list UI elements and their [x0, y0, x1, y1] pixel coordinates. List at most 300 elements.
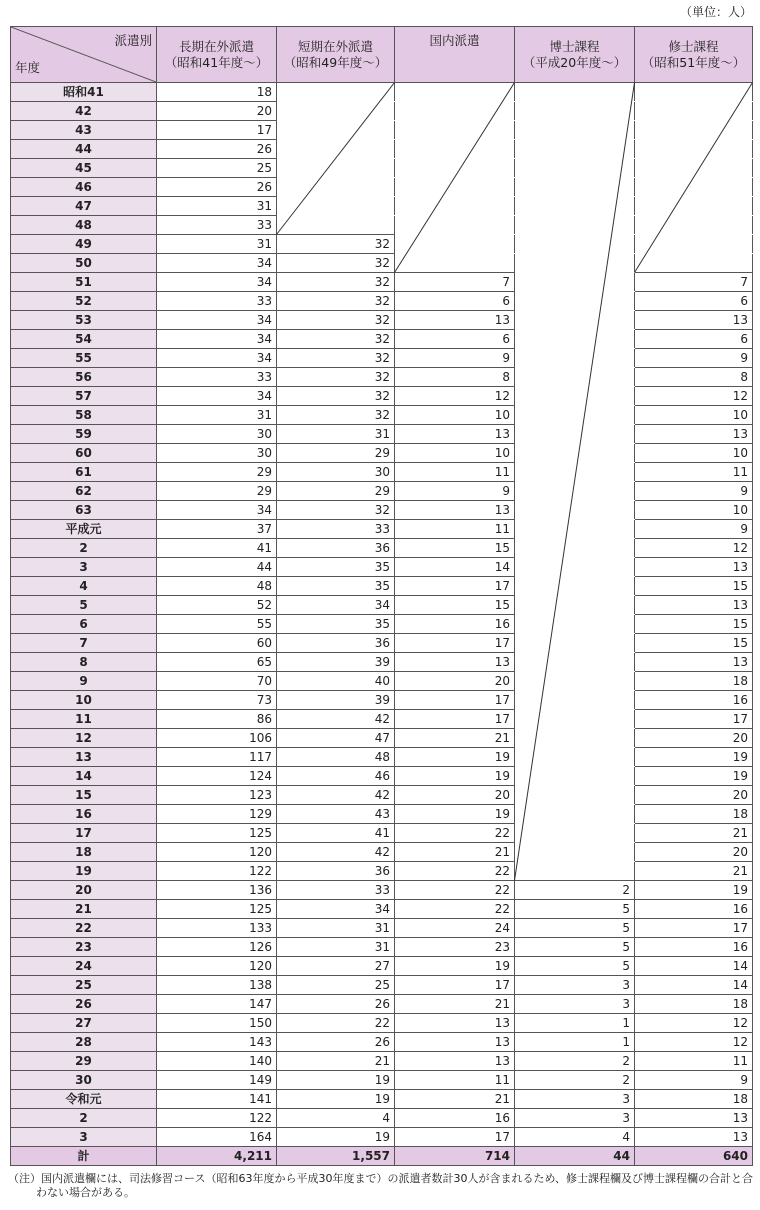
domestic-value: 6 [395, 292, 515, 311]
short-value: 41 [277, 824, 395, 843]
master-value: 18 [635, 1090, 753, 1109]
master-value: 14 [635, 957, 753, 976]
table-row [11, 330, 753, 349]
blank-cell [515, 824, 635, 843]
doctoral-value: 5 [515, 900, 635, 919]
blank-cell [277, 140, 395, 159]
blank-cell [395, 83, 515, 102]
short-value: 42 [277, 710, 395, 729]
short-value: 33 [277, 881, 395, 900]
col-header-long-term: 長期在外派遣 （昭和41年度〜） [157, 27, 277, 83]
long-value: 33 [157, 368, 277, 387]
table-row [11, 273, 753, 292]
short-value: 25 [277, 976, 395, 995]
long-value: 26 [157, 178, 277, 197]
table-row [11, 463, 753, 482]
dispatch-table [10, 26, 753, 1166]
year-cell: 46 [11, 178, 157, 197]
blank-cell [515, 843, 635, 862]
col-header-domestic: 国内派遣 [395, 27, 515, 83]
table-row [11, 311, 753, 330]
table-row [11, 995, 753, 1014]
master-value: 12 [635, 1014, 753, 1033]
blank-cell [635, 197, 753, 216]
master-value: 13 [635, 1128, 753, 1147]
year-cell: 13 [11, 748, 157, 767]
total-label: 計 [11, 1147, 157, 1166]
doctoral-value: 3 [515, 1109, 635, 1128]
table-body [11, 83, 753, 1166]
domestic-value: 17 [395, 976, 515, 995]
year-cell: 54 [11, 330, 157, 349]
year-cell: 27 [11, 1014, 157, 1033]
total-row [11, 1147, 753, 1166]
year-cell: 12 [11, 729, 157, 748]
table-row [11, 938, 753, 957]
domestic-value: 23 [395, 938, 515, 957]
master-value: 16 [635, 938, 753, 957]
blank-cell [395, 178, 515, 197]
long-value: 126 [157, 938, 277, 957]
blank-cell [515, 463, 635, 482]
domestic-value: 24 [395, 919, 515, 938]
year-cell: 43 [11, 121, 157, 140]
table-row [11, 387, 753, 406]
long-value: 149 [157, 1071, 277, 1090]
short-value: 31 [277, 938, 395, 957]
domestic-value: 22 [395, 900, 515, 919]
long-value: 30 [157, 425, 277, 444]
domestic-value: 21 [395, 729, 515, 748]
year-cell: 10 [11, 691, 157, 710]
master-value: 12 [635, 1033, 753, 1052]
blank-cell [515, 368, 635, 387]
master-value: 20 [635, 786, 753, 805]
table-row [11, 615, 753, 634]
table-row [11, 862, 753, 881]
master-value: 13 [635, 1109, 753, 1128]
domestic-value: 22 [395, 824, 515, 843]
short-value: 42 [277, 786, 395, 805]
year-cell: 22 [11, 919, 157, 938]
year-cell: 52 [11, 292, 157, 311]
blank-cell [277, 159, 395, 178]
domestic-value: 13 [395, 501, 515, 520]
long-value: 37 [157, 520, 277, 539]
master-value: 21 [635, 824, 753, 843]
long-value: 60 [157, 634, 277, 653]
table-row [11, 1014, 753, 1033]
short-value: 32 [277, 235, 395, 254]
blank-cell [395, 102, 515, 121]
blank-cell [515, 292, 635, 311]
long-value: 34 [157, 311, 277, 330]
long-value: 44 [157, 558, 277, 577]
year-cell: 昭和41 [11, 83, 157, 102]
long-value: 31 [157, 197, 277, 216]
table-row [11, 900, 753, 919]
year-cell: 2 [11, 1109, 157, 1128]
year-cell: 19 [11, 862, 157, 881]
year-cell: 58 [11, 406, 157, 425]
long-value: 41 [157, 539, 277, 558]
doctoral-value: 5 [515, 938, 635, 957]
long-value: 86 [157, 710, 277, 729]
table-row [11, 729, 753, 748]
table-row [11, 710, 753, 729]
domestic-value: 21 [395, 995, 515, 1014]
domestic-value: 22 [395, 881, 515, 900]
short-value: 4 [277, 1109, 395, 1128]
long-value: 123 [157, 786, 277, 805]
long-value: 34 [157, 349, 277, 368]
master-value: 21 [635, 862, 753, 881]
master-value: 13 [635, 596, 753, 615]
year-cell: 21 [11, 900, 157, 919]
blank-cell [515, 729, 635, 748]
year-cell: 51 [11, 273, 157, 292]
total-doctoral: 44 [515, 1147, 635, 1166]
master-value: 18 [635, 672, 753, 691]
doctoral-value: 5 [515, 957, 635, 976]
blank-cell [515, 558, 635, 577]
long-value: 34 [157, 501, 277, 520]
total-short: 1,557 [277, 1147, 395, 1166]
table-row [11, 596, 753, 615]
domestic-value: 19 [395, 957, 515, 976]
blank-cell [515, 596, 635, 615]
short-value: 39 [277, 653, 395, 672]
table-row [11, 254, 753, 273]
blank-cell [635, 216, 753, 235]
short-value: 29 [277, 482, 395, 501]
year-cell: 26 [11, 995, 157, 1014]
master-value: 9 [635, 520, 753, 539]
short-value: 32 [277, 330, 395, 349]
domestic-value: 20 [395, 672, 515, 691]
table-row [11, 1033, 753, 1052]
year-cell: 28 [11, 1033, 157, 1052]
short-value: 36 [277, 634, 395, 653]
blank-cell [635, 235, 753, 254]
long-value: 34 [157, 273, 277, 292]
year-cell: 16 [11, 805, 157, 824]
blank-cell [515, 615, 635, 634]
master-value: 13 [635, 425, 753, 444]
domestic-value: 6 [395, 330, 515, 349]
blank-cell [515, 235, 635, 254]
long-value: 129 [157, 805, 277, 824]
table-row [11, 634, 753, 653]
master-value: 7 [635, 273, 753, 292]
domestic-value: 21 [395, 1090, 515, 1109]
short-value: 46 [277, 767, 395, 786]
year-cell: 50 [11, 254, 157, 273]
table-row [11, 786, 753, 805]
long-value: 106 [157, 729, 277, 748]
long-value: 31 [157, 406, 277, 425]
total-domestic: 714 [395, 1147, 515, 1166]
long-value: 120 [157, 843, 277, 862]
blank-cell [635, 140, 753, 159]
long-value: 55 [157, 615, 277, 634]
short-value: 36 [277, 539, 395, 558]
table-row [11, 140, 753, 159]
long-value: 34 [157, 330, 277, 349]
blank-cell [277, 216, 395, 235]
short-value: 32 [277, 311, 395, 330]
master-value: 20 [635, 729, 753, 748]
year-cell: 4 [11, 577, 157, 596]
master-value: 11 [635, 1052, 753, 1071]
master-value: 12 [635, 387, 753, 406]
table-row [11, 482, 753, 501]
year-cell: 平成元 [11, 520, 157, 539]
long-value: 34 [157, 254, 277, 273]
short-value: 39 [277, 691, 395, 710]
long-value: 52 [157, 596, 277, 615]
corner-header [11, 27, 157, 83]
master-value: 13 [635, 653, 753, 672]
blank-cell [515, 178, 635, 197]
domestic-value: 13 [395, 1052, 515, 1071]
master-value: 9 [635, 349, 753, 368]
short-value: 43 [277, 805, 395, 824]
domestic-value: 17 [395, 710, 515, 729]
long-value: 33 [157, 216, 277, 235]
blank-cell [395, 235, 515, 254]
long-value: 33 [157, 292, 277, 311]
domestic-value: 19 [395, 767, 515, 786]
domestic-value: 21 [395, 843, 515, 862]
domestic-value: 13 [395, 653, 515, 672]
short-value: 35 [277, 615, 395, 634]
year-cell: 53 [11, 311, 157, 330]
long-value: 122 [157, 1109, 277, 1128]
blank-cell [515, 767, 635, 786]
doctoral-value: 4 [515, 1128, 635, 1147]
table-row [11, 178, 753, 197]
short-value: 32 [277, 349, 395, 368]
table-row [11, 767, 753, 786]
year-cell: 2 [11, 539, 157, 558]
blank-cell [515, 83, 635, 102]
long-value: 18 [157, 83, 277, 102]
year-cell: 42 [11, 102, 157, 121]
master-value: 16 [635, 900, 753, 919]
master-value: 10 [635, 406, 753, 425]
year-cell: 55 [11, 349, 157, 368]
short-value: 42 [277, 843, 395, 862]
blank-cell [635, 83, 753, 102]
table-row [11, 957, 753, 976]
long-value: 124 [157, 767, 277, 786]
table-row [11, 1052, 753, 1071]
year-cell: 30 [11, 1071, 157, 1090]
master-value: 15 [635, 577, 753, 596]
long-value: 133 [157, 919, 277, 938]
short-value: 19 [277, 1071, 395, 1090]
short-value: 32 [277, 292, 395, 311]
long-value: 70 [157, 672, 277, 691]
long-value: 150 [157, 1014, 277, 1033]
table-row [11, 748, 753, 767]
domestic-value: 13 [395, 311, 515, 330]
blank-cell [515, 197, 635, 216]
domestic-value: 15 [395, 539, 515, 558]
year-cell: 20 [11, 881, 157, 900]
domestic-value: 13 [395, 1033, 515, 1052]
blank-cell [395, 140, 515, 159]
blank-cell [635, 159, 753, 178]
master-value: 8 [635, 368, 753, 387]
blank-cell [515, 653, 635, 672]
long-value: 30 [157, 444, 277, 463]
domestic-value: 19 [395, 748, 515, 767]
master-value: 14 [635, 976, 753, 995]
blank-cell [515, 273, 635, 292]
year-cell: 24 [11, 957, 157, 976]
blank-cell [515, 748, 635, 767]
master-value: 6 [635, 330, 753, 349]
blank-cell [635, 254, 753, 273]
table-row [11, 824, 753, 843]
col-header-short-term: 短期在外派遣 （昭和49年度〜） [277, 27, 395, 83]
short-value: 21 [277, 1052, 395, 1071]
short-value: 22 [277, 1014, 395, 1033]
long-value: 34 [157, 387, 277, 406]
doctoral-value: 2 [515, 1052, 635, 1071]
table-row [11, 121, 753, 140]
year-cell: 6 [11, 615, 157, 634]
short-value: 30 [277, 463, 395, 482]
master-value: 17 [635, 710, 753, 729]
table-row [11, 976, 753, 995]
year-cell: 7 [11, 634, 157, 653]
long-value: 20 [157, 102, 277, 121]
blank-cell [635, 178, 753, 197]
domestic-value: 13 [395, 425, 515, 444]
domestic-value: 9 [395, 482, 515, 501]
domestic-value: 7 [395, 273, 515, 292]
table-row [11, 843, 753, 862]
master-value: 16 [635, 691, 753, 710]
table-row [11, 881, 753, 900]
blank-cell [515, 406, 635, 425]
blank-cell [515, 577, 635, 596]
long-value: 120 [157, 957, 277, 976]
domestic-value: 12 [395, 387, 515, 406]
long-value: 48 [157, 577, 277, 596]
short-value: 32 [277, 387, 395, 406]
short-value: 32 [277, 406, 395, 425]
domestic-value: 10 [395, 406, 515, 425]
short-value: 33 [277, 520, 395, 539]
table-row [11, 691, 753, 710]
short-value: 32 [277, 501, 395, 520]
table-row [11, 520, 753, 539]
master-value: 20 [635, 843, 753, 862]
year-cell: 23 [11, 938, 157, 957]
domestic-value: 17 [395, 634, 515, 653]
year-cell: 5 [11, 596, 157, 615]
year-cell: 8 [11, 653, 157, 672]
year-cell: 57 [11, 387, 157, 406]
short-value: 19 [277, 1128, 395, 1147]
total-long: 4,211 [157, 1147, 277, 1166]
long-value: 122 [157, 862, 277, 881]
year-cell: 15 [11, 786, 157, 805]
blank-cell [277, 121, 395, 140]
footnote: （注）国内派遣欄には、司法修習コース（昭和63年度から平成30年度まで）の派遣者数計30人が含まれるため、修士課程欄及び博士課程欄の合計と合わない場合がある。 [8, 1172, 753, 1199]
master-value: 15 [635, 615, 753, 634]
domestic-value: 16 [395, 1109, 515, 1128]
blank-cell [395, 197, 515, 216]
short-value: 31 [277, 919, 395, 938]
year-cell: 48 [11, 216, 157, 235]
blank-cell [277, 83, 395, 102]
domestic-value: 11 [395, 1071, 515, 1090]
year-cell: 59 [11, 425, 157, 444]
short-value: 26 [277, 1033, 395, 1052]
domestic-value: 17 [395, 577, 515, 596]
year-cell: 3 [11, 1128, 157, 1147]
blank-cell [515, 520, 635, 539]
blank-cell [515, 482, 635, 501]
domestic-value: 17 [395, 1128, 515, 1147]
table-row [11, 349, 753, 368]
master-value: 9 [635, 482, 753, 501]
blank-cell [635, 121, 753, 140]
master-value: 10 [635, 501, 753, 520]
long-value: 140 [157, 1052, 277, 1071]
blank-cell [515, 691, 635, 710]
year-cell: 47 [11, 197, 157, 216]
year-cell: 49 [11, 235, 157, 254]
domestic-value: 13 [395, 1014, 515, 1033]
table-row [11, 1109, 753, 1128]
blank-cell [515, 786, 635, 805]
blank-cell [635, 102, 753, 121]
total-master: 640 [635, 1147, 753, 1166]
table-row [11, 1128, 753, 1147]
blank-cell [515, 425, 635, 444]
domestic-value: 20 [395, 786, 515, 805]
domestic-value: 14 [395, 558, 515, 577]
doctoral-value: 2 [515, 881, 635, 900]
blank-cell [515, 159, 635, 178]
blank-cell [515, 216, 635, 235]
short-value: 35 [277, 558, 395, 577]
blank-cell [277, 102, 395, 121]
col-header-master: 修士課程 （昭和51年度〜） [635, 27, 753, 83]
table-row [11, 1071, 753, 1090]
blank-cell [515, 102, 635, 121]
long-value: 29 [157, 463, 277, 482]
year-cell: 3 [11, 558, 157, 577]
master-value: 15 [635, 634, 753, 653]
master-value: 6 [635, 292, 753, 311]
doctoral-value: 2 [515, 1071, 635, 1090]
short-value: 29 [277, 444, 395, 463]
table-row [11, 672, 753, 691]
long-value: 73 [157, 691, 277, 710]
master-value: 18 [635, 805, 753, 824]
short-value: 32 [277, 254, 395, 273]
long-value: 164 [157, 1128, 277, 1147]
long-value: 17 [157, 121, 277, 140]
long-value: 26 [157, 140, 277, 159]
